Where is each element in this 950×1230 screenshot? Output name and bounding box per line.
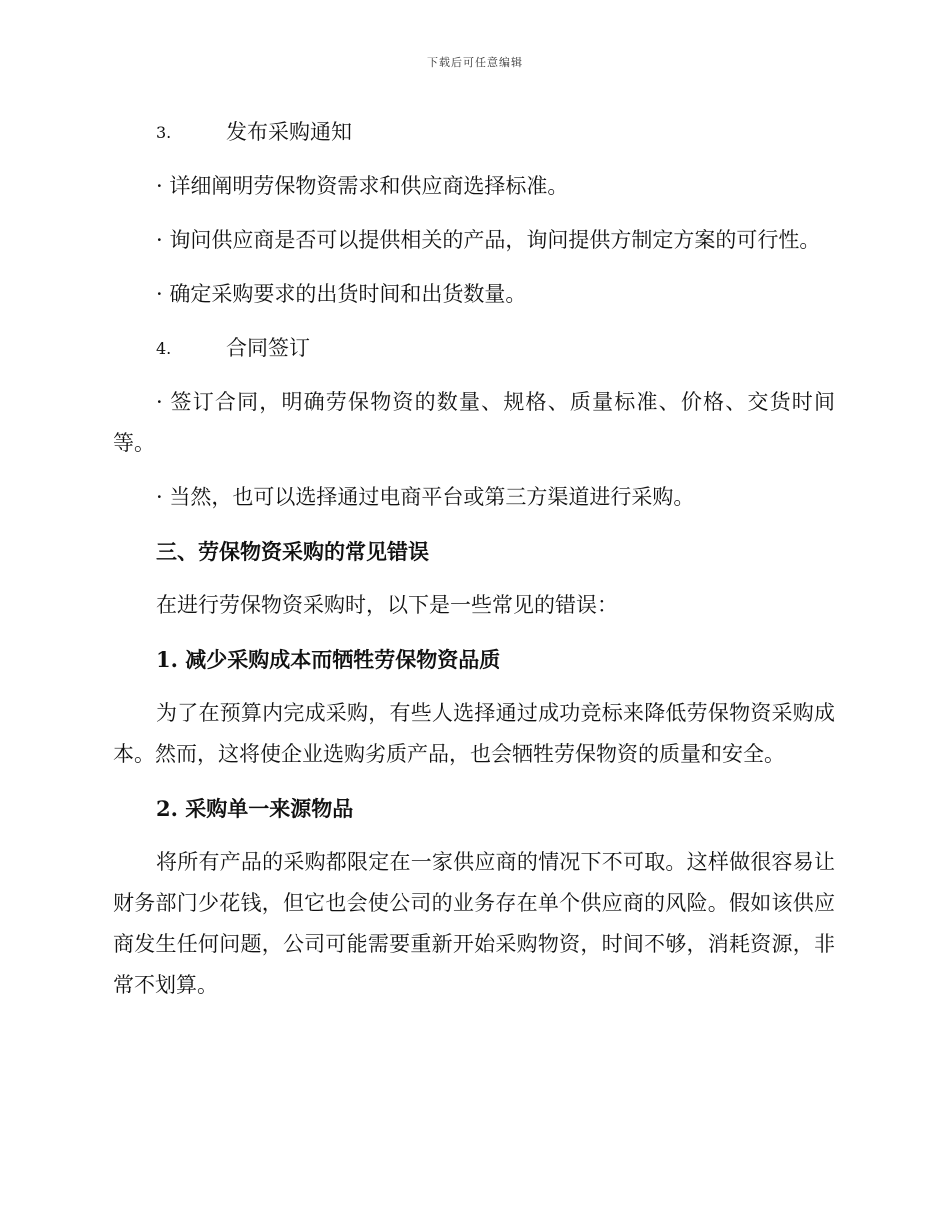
item-text: 合同签订 — [226, 336, 310, 360]
section-heading: 三、劳保物资采购的常见错误 — [156, 539, 429, 564]
body-paragraph: 将所有产品的采购都限定在一家供应商的情况下不可取。这样做很容易让财务部门少花钱，但它也会使公司的业务存在单个供应商的风险。假如该供应商发生任何问题，公司可能需要重新开始采购物资，时间不够，消耗资源，非常不划算。 — [113, 850, 835, 997]
page-header: 下载后可任意编辑 — [427, 56, 523, 69]
body-paragraph: 为了在预算内完成采购，有些人选择通过成功竞标来降低劳保物资采购成本。然而，这将使企业选购劣质产品，也会牺牲劳保物资的质量和安全。 — [113, 701, 835, 766]
item-text: 发布采购通知 — [226, 120, 352, 144]
numbered-item-4 — [156, 328, 835, 369]
bullet-paragraph: · 询问供应商是否可以提供相关的产品，询问提供方制定方案的可行性。 — [156, 228, 821, 252]
item-number: 3. — [156, 123, 172, 142]
subsection-heading: 2. 采购单一来源物品 — [156, 796, 354, 821]
numbered-item-3 — [156, 112, 835, 153]
bullet-paragraph: · 签订合同，明确劳保物资的数量、规格、质量标准、价格、交货时间等。 — [113, 390, 835, 455]
subsection-heading: 1. 减少采购成本而牺牲劳保物资品质 — [156, 647, 501, 672]
bullet-paragraph: · 当然，也可以选择通过电商平台或第三方渠道进行采购。 — [156, 485, 695, 509]
item-number: 4. — [156, 339, 172, 358]
bullet-paragraph: · 详细阐明劳保物资需求和供应商选择标准。 — [156, 174, 569, 198]
bullet-paragraph: · 确定采购要求的出货时间和出货数量。 — [156, 282, 527, 306]
intro-paragraph: 在进行劳保物资采购时，以下是一些常见的错误： — [156, 593, 618, 617]
document-body — [113, 112, 835, 1019]
